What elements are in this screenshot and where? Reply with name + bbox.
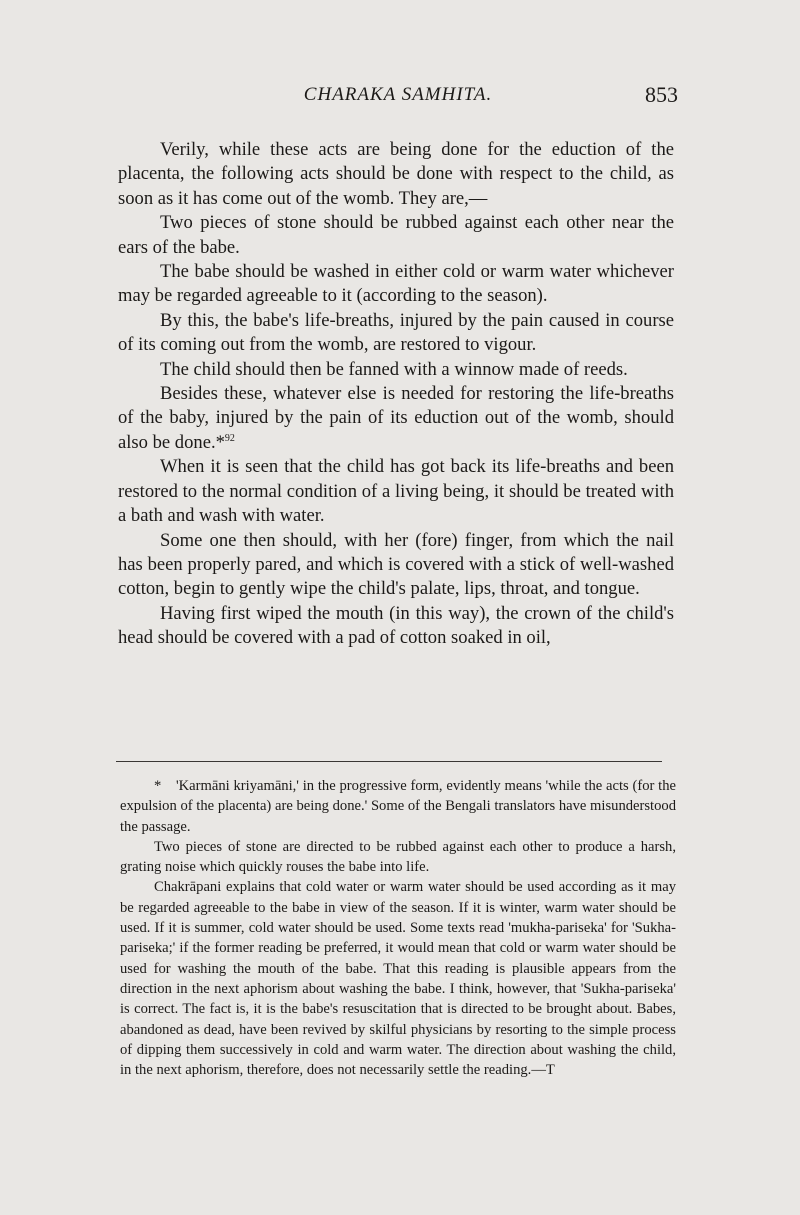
page-number: 853: [645, 82, 678, 107]
body-text: [118, 138, 674, 651]
body-paragraph: The child should then be fanned with a winnow made of reeds.: [160, 358, 628, 380]
body-paragraph-text: Besides these, whatever else is needed for restoring the life-breaths of the baby, injured by the pain of its eduction out of the womb, should also be done.: [118, 383, 674, 453]
footnote-paragraph: Two pieces of stone are directed to be rubbed against each other to produce a harsh, grating noise which quickly rouses the babe into life.: [120, 838, 676, 876]
running-title: CHARAKA SAMHITA.: [303, 84, 493, 105]
note-number: 92: [224, 432, 235, 444]
footnote-marker: *: [154, 778, 162, 794]
body-paragraph: Verily, while these acts are being done for the eduction of the placenta, the following acts should be done with respect to the child, as soon as it has come out of the womb. They are,—: [118, 139, 674, 209]
footnote-paragraph: Chakrāpani explains that cold water or warm water should be used according as it may be regarded agreeable to the babe in view of the season. If it is winter, warm water should be used. If it is summer, cold water should be used. Some texts read 'mukha-pariseka' for 'Sukha-pariseka;' if the former reading be preferred, it would mean that cold or warm water should be used for washing the mouth of the babe. That this reading is plausible appears from the direction in the next aphorism about washing the babe. I think, however, that 'Sukha-pariseka' is correct. The fact is, it is the babe's resuscitation that is directed to be brought about. Babes, abandoned as dead, have been revived by skilful physicians by resorting to the simple process of dipping them successively in cold and warm water. The direction about washing the child, in the next aphorism, therefore, does not necessarily settle the reading.—T: [120, 879, 676, 1079]
footnote-divider: [116, 761, 662, 762]
body-paragraph: The babe should be washed in either cold or warm water whichever may be regarded agreeable to it (according to the season).: [118, 261, 674, 307]
body-paragraph-with-note: [118, 382, 674, 455]
running-head: [118, 84, 678, 114]
footnote-text: 'Karmāni kriyamāni,' in the progressive form, evidently means 'while the acts (for the expulsion of the placenta) are being done.' Some of the Bengali translators have misunderstood the passage.: [120, 778, 676, 835]
body-paragraph: By this, the babe's life-breaths, injured by the pain caused in course of its coming out from the womb, are restored to vigour.: [118, 309, 674, 356]
footnotes: [120, 776, 676, 1080]
body-paragraph: Two pieces of stone should be rubbed against each other near the ears of the babe.: [118, 212, 674, 258]
body-paragraph: When it is seen that the child has got back its life-breaths and been restored to the normal condition of a living being, it should be treated with a bath and wash with water.: [118, 456, 674, 527]
body-paragraph: Having first wiped the mouth (in this way), the crown of the child's head should be covered with a pad of cotton soaked in oil,: [118, 602, 674, 649]
body-paragraph: Some one then should, with her (fore) finger, from which the nail has been properly pared, and which is covered with a stick of well-washed cotton, begin to gently wipe the child's palate, lips, throat, and tongue.: [118, 529, 674, 600]
footnote-reference: *: [215, 431, 225, 453]
footnote-paragraph-first: [120, 776, 676, 837]
